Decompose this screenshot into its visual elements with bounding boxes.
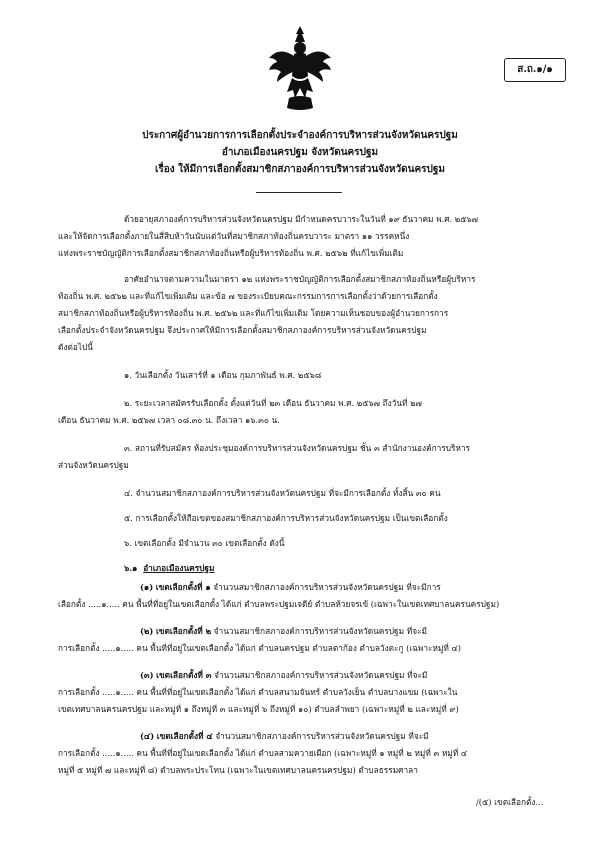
zone-text: จำนวนสมาชิกสภาองค์การบริหารส่วนจังหวัดนครปฐม ที่จะมี [211, 670, 428, 680]
garuda-emblem-icon [265, 24, 335, 114]
continuation-note: /(๕) เขตเลือกตั้ง... [476, 797, 544, 807]
zone-text-line: การเลือกตั้ง .....๑..... คน พื้นที่ที่อยู่ในเขตเลือกตั้ง ได้แก่ ตำบลนครปฐม ตำบลตาก้อง ตำบลวังตะกู (เฉพาะหมู่ที่ ๔) [58, 643, 462, 653]
zone-number: (๔) [140, 731, 155, 741]
form-code-box: ส.ถ.๑/๑ [504, 58, 566, 82]
zone-label: เขตเลือกตั้งที่ ๑ [155, 582, 211, 592]
zone-label: เขตเลือกตั้งที่ ๔ [156, 731, 213, 741]
zone-number: (๓) [140, 670, 154, 680]
intro-line: ด้วยอายุสภาองค์การบริหารส่วนจังหวัดนครปฐม มีกำหนดครบวาระในวันที่ ๑๙ ธันวาคม พ.ศ. ๒๕๖๗ [124, 214, 479, 224]
intro-line: แห่งพระราชบัญญัติการเลือกตั้งสมาชิกสภาท้องถิ่นหรือผู้บริหารท้องถิ่น พ.ศ. ๒๕๖๒ ที่แก้ไขเพิ่มเติม [58, 248, 404, 258]
item-application-place-cont: ส่วนจังหวัดนครปฐม [58, 460, 129, 470]
zone-text-line: เลือกตั้ง .....๑..... คน พื้นที่ที่อยู่ในเขตเลือกตั้ง ได้แก่ ตำบลพระปฐมเจดีย์ ตำบลห้วยจรเข้ (เฉพาะในเขตเทศบาลนครนครปฐม) [58, 599, 500, 609]
zone-heading [140, 730, 570, 743]
zone-text: จำนวนสมาชิกสภาองค์การบริหารส่วนจังหวัดนครปฐม ที่จะมี [212, 731, 429, 741]
zone-heading [140, 625, 570, 638]
title-divider [256, 192, 342, 193]
item-application-place: ๓. สถานที่รับสมัคร ห้องประชุมองค์การบริหารส่วนจังหวัดนครปฐม ชั้น ๓ สำนักงานองค์การบริหาร [124, 443, 471, 453]
zone-text: จำนวนสมาชิกสภาองค์การบริหารส่วนจังหวัดนครปฐม ที่จะมีการ [210, 582, 441, 592]
item-constituency-count: ๖. เขตเลือกตั้ง มีจำนวน ๓๐ เขตเลือกตั้ง ดังนี้ [124, 538, 285, 548]
zone-label: เขตเลือกตั้งที่ ๓ [156, 670, 212, 680]
item-member-count: ๔. จำนวนสมาชิกสภาองค์การบริหารส่วนจังหวัดนครปฐม ที่จะมีการเลือกตั้ง ทั้งสิ้น ๓๐ คน [124, 488, 441, 498]
zone-heading [140, 669, 570, 682]
zone-text-line: การเลือกตั้ง .....๑..... คน พื้นที่ที่อยู่ในเขตเลือกตั้ง ได้แก่ ตำบลสนามจันทร์ ตำบลวังเย็น ตำบลบางแขม (เฉพาะใน [58, 687, 458, 697]
zone-heading [140, 581, 570, 594]
announcement-subject: เรื่อง ให้มีการเลือกตั้งสมาชิกสภาองค์การบริหารส่วนจังหวัดนครปฐม [155, 164, 445, 175]
zone-text-line: หมู่ที่ ๕ หมู่ที่ ๗ และหมู่ที่ ๘) ตำบลพระประโทน (เฉพาะในเขตเทศบาลนครนครปฐม) ตำบลธรรมศาลา [58, 765, 418, 775]
authority-line: ดังต่อไปนี้ [58, 342, 93, 352]
item-application-period: ๒. ระยะเวลาสมัครรับเลือกตั้ง ตั้งแต่วันที่ ๒๓ เดือน ธันวาคม พ.ศ. ๒๕๖๗ ถึงวันที่ ๒๗ [124, 398, 422, 408]
zone-label: เขตเลือกตั้งที่ ๒ [155, 626, 212, 636]
announcement-district: อำเภอเมืองนครปฐม จังหวัดนครปฐม [221, 147, 379, 158]
zone-number: (๑) [140, 582, 154, 592]
item-election-date: ๑. วันเลือกตั้ง วันเสาร์ที่ ๑ เดือน กุมภาพันธ์ พ.ศ. ๒๕๖๘ [124, 370, 322, 380]
announcement-title: ประกาศผู้อำนวยการการเลือกตั้งประจำองค์การบริหารส่วนจังหวัดนครปฐม [142, 130, 458, 141]
item-application-period-cont: เดือน ธันวาคม พ.ศ. ๒๕๖๗ เวลา ๐๘.๓๐ น. ถึงเวลา ๑๖.๓๐ น. [58, 415, 280, 425]
zone-text-line: เขตเทศบาลนครนครปฐม และหมู่ที่ ๑ ถึงหมู่ที่ ๓ และหมู่ที่ ๖ ถึงหมู่ที่ ๑๐) ตำบลลำพยา (เฉพาะหมู่ที่ ๒ และหมู่ที่ ๙) [58, 704, 459, 714]
zone-number: (๒) [140, 626, 154, 636]
authority-line: เลือกตั้งประจำจังหวัดนครปฐม จึงประกาศให้มีการเลือกตั้งสมาชิกสภาองค์การบริหารส่วนจังหวัดนครปฐม [58, 325, 427, 335]
zone-text-line: การเลือกตั้ง .....๑..... คน พื้นที่ที่อยู่ในเขตเลือกตั้ง ได้แก่ ตำบลสามควายเผือก (เฉพาะหมู่ที่ ๑ หมู่ที่ ๒ หมู่ที่ ๓ หมู่ที่ ๔ [58, 748, 468, 758]
district-number: ๖.๑ [124, 563, 138, 573]
district-name: อำเภอเมืองนครปฐม [143, 563, 215, 573]
zone-text: จำนวนสมาชิกสภาองค์การบริหารส่วนจังหวัดนครปฐม ที่จะมี [211, 626, 428, 636]
authority-line: สมาชิกสภาท้องถิ่นหรือผู้บริหารท้องถิ่น พ.ศ. ๒๕๖๒ และที่แก้ไขเพิ่มเติม โดยความเห็นชอบของผู้อำนวยการการ [58, 308, 449, 318]
authority-line: ท้องถิ่น พ.ศ. ๒๕๖๒ และที่แก้ไขเพิ่มเติม และข้อ ๗ ของระเบียบคณะกรรมการการเลือกตั้งว่าด้วยการเลือกตั้ง [58, 291, 438, 301]
authority-line: อาศัยอำนาจตามความในมาตรา ๑๒ แห่งพระราชบัญญัติการเลือกตั้งสมาชิกสภาท้องถิ่นหรือผู้บริหาร [124, 274, 476, 284]
item-constituency-basis: ๕. การเลือกตั้งให้ถือเขตของสมาชิกสภาองค์การบริหารส่วนจังหวัดนครปฐม เป็นเขตเลือกตั้ง [124, 513, 448, 523]
district-heading [124, 562, 424, 575]
intro-line: และให้จัดการเลือกตั้งภายในสี่สิบห้าวันนับแต่วันที่สมาชิกสภาท้องถิ่นครบวาระ มาตรา ๑๑ วรรคหนึ่ง [58, 231, 410, 241]
